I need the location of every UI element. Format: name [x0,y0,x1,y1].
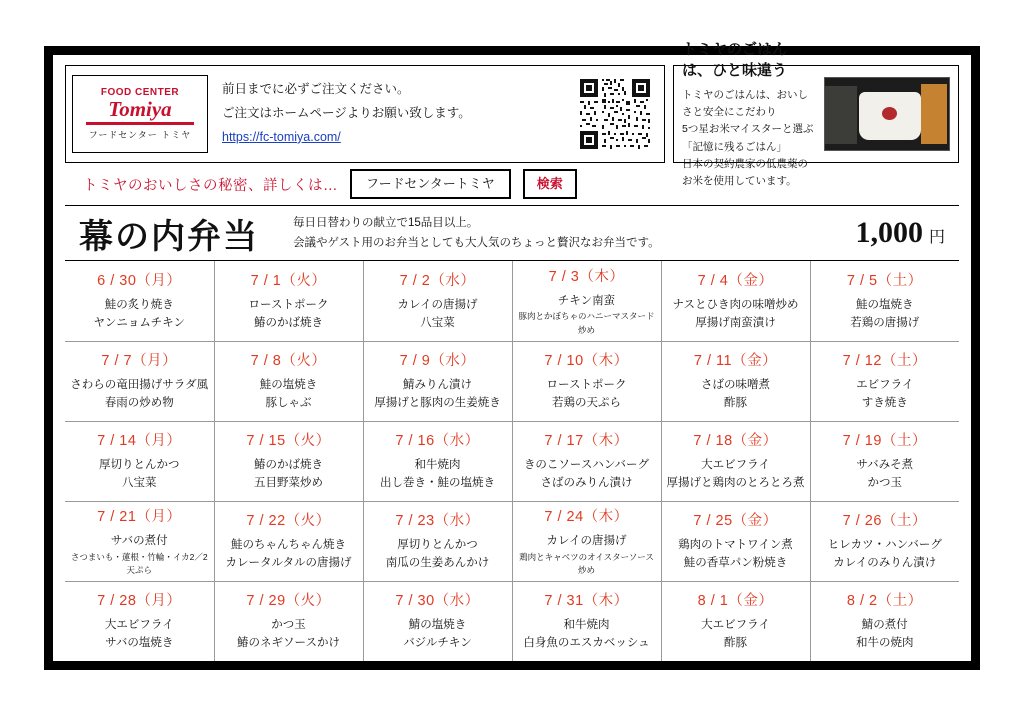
calendar-menu-item: さわらの竜田揚げサラダ風 [70,379,209,392]
calendar-menu-item: 鰆のかば焼き [254,316,323,329]
photo-side-dish [825,86,857,144]
calendar-menu-item: さばの味噌煮 [701,379,770,392]
calendar-day-cell[interactable] [661,341,810,421]
calendar-menu-item: かつ玉 [867,477,902,489]
price-unit: 円 [928,229,945,246]
calendar-menu-item-small: 鶏肉とキャベツのオイスターソース炒め [519,551,654,575]
calendar-day-cell[interactable] [214,261,363,341]
calendar-day-date: 7 / 2（水） [399,272,476,289]
calendar-menu-item: 鰆のネギソースかけ [237,637,340,650]
calendar-day-cell[interactable] [65,341,214,421]
calendar-menu-item: バジルチキン [403,637,472,650]
calendar-day-date: 7 / 31（木） [544,593,629,610]
calendar-day-cell[interactable] [65,501,214,581]
calendar-menu-item: ナスとひき肉の味噌炒め [672,298,799,311]
calendar-day-date: 7 / 23（水） [395,513,480,530]
calendar-day-date: 8 / 1（金） [697,593,774,610]
calendar-menu-item: エビフライ [856,379,914,392]
calendar-menu-item: チキン南蛮 [557,294,616,307]
qr-code-svg [578,77,652,151]
calendar-menu-item: 出し巻き・鮭の塩焼き [380,477,495,489]
calendar-body [65,261,959,661]
calendar-day-date: 7 / 29（火） [246,593,331,610]
calendar-menu-item: 鮭のちゃんちゃん焼き [231,539,346,552]
product-description-line-2: 会議やゲスト用のお弁当としても大人気のちょっと贅沢なお弁当です。 [293,237,660,249]
page-title: 幕の内弁当 [79,218,259,256]
search-button[interactable]: 検索 [523,169,577,199]
calendar-day-date: 7 / 28（月） [97,593,182,610]
calendar-day-date: 7 / 18（金） [693,433,778,450]
calendar-menu-item: カレイの唐揚げ [397,298,478,311]
calendar-menu-item: 厚揚げと豚肉の生姜焼き [374,397,501,409]
calendar-day-cell[interactable] [214,581,363,661]
calendar-menu-item: 大エビフライ [701,619,770,632]
calendar-day-cell[interactable] [512,261,661,341]
calendar-day-date: 7 / 22（火） [246,513,331,530]
calendar-day-cell[interactable] [363,501,512,581]
calendar-menu-item: サバの煮付 [110,534,168,547]
calendar-day-cell[interactable] [214,341,363,421]
search-input[interactable]: フードセンタートミヤ [350,169,511,199]
calendar-day-date: 7 / 3（木） [548,268,625,285]
photo-umeboshi [882,107,897,120]
calendar-day-cell[interactable] [810,261,959,341]
calendar-menu-item: 厚切りとんかつ [397,539,478,552]
calendar-day-cell[interactable] [810,341,959,421]
calendar-day-date: 7 / 24（木） [544,508,629,525]
calendar-day-cell[interactable] [65,261,214,341]
product-title-bar [65,205,959,261]
calendar-day-date: 7 / 15（火） [246,433,331,450]
calendar-menu-item: 和牛の焼肉 [856,637,914,650]
order-line-1: 前日までに必ずご注文ください。 [222,82,410,97]
calendar-menu-item: 厚揚げ南蛮漬け [695,316,776,329]
calendar-day-date: 6 / 30（月） [97,272,182,289]
calendar-day-cell[interactable] [512,341,661,421]
calendar-menu-item: 鰆のかば焼き [254,459,323,472]
calendar-row [65,501,959,581]
calendar-menu-item: 春雨の炒め物 [104,397,174,409]
calendar-menu-item: 鶏肉のトマトワイン煮 [678,539,793,552]
calendar-menu-item: きのこソースハンバーグ [523,459,650,472]
calendar-day-date: 7 / 9（水） [399,353,476,370]
calendar-menu-item: 大エビフライ [701,459,770,472]
calendar-menu-item: 厚切りとんかつ [99,459,180,472]
calendar-day-date: 7 / 7（月） [101,353,178,370]
calendar-day-cell[interactable] [661,581,810,661]
calendar-day-cell[interactable] [214,421,363,501]
qr-code-icon [578,77,652,151]
search-row [65,167,959,201]
calendar-menu-item: 白身魚のエスカベッシュ [523,637,650,650]
calendar-menu-item: ヤンニョムチキン [93,316,186,329]
calendar-row [65,341,959,421]
rice-panel-line-1: トミヤのごはんは、おいしさと安全にこだわり [682,88,808,118]
calendar-menu-item: 若鶏の唐揚げ [850,316,920,329]
calendar-day-cell[interactable] [363,421,512,501]
calendar-menu-item: 南瓜の生姜あんかけ [385,557,490,569]
calendar-menu-item: 鮭の塩焼き [259,379,318,392]
calendar-menu-item: カレイのみりん漬け [833,557,937,569]
calendar-menu-item: サバみそ煮 [856,459,914,472]
calendar-menu-item: 酢豚 [724,397,747,409]
calendar-day-date: 7 / 10（木） [544,353,629,370]
calendar-day-date: 7 / 26（土） [842,513,927,530]
calendar-day-cell[interactable] [810,421,959,501]
calendar-menu-item: 五目野菜炒め [254,477,323,489]
calendar-day-cell[interactable] [512,501,661,581]
calendar-day-cell[interactable] [661,261,810,341]
calendar-day-date: 7 / 16（水） [395,433,480,450]
calendar-menu-item: 和牛焼肉 [414,459,461,472]
calendar-menu-item: 豚しゃぶ [265,397,312,409]
calendar-day-date: 7 / 17（木） [544,433,629,450]
calendar-day-date: 7 / 19（土） [842,433,927,450]
calendar-menu-item: カレイの唐揚げ [546,534,627,547]
rice-text-block [682,38,816,191]
calendar-day-cell[interactable] [363,581,512,661]
calendar-day-cell[interactable] [661,421,810,501]
menu-calendar [65,261,959,661]
calendar-day-cell[interactable] [810,501,959,581]
calendar-day-date: 7 / 8（火） [250,353,327,370]
calendar-day-cell[interactable] [512,581,661,661]
order-line-2: ご注文はホームページよりお願い致します。 [222,106,471,121]
product-description [259,213,855,253]
price-value: 1,000 [855,216,923,249]
logo-top-text: FOOD CENTER [100,86,180,98]
calendar-menu-item: 鯖の煮付 [861,619,908,632]
calendar-menu-item: ヒレカツ・ハンバーグ [827,539,942,552]
calendar-menu-item: 八宝菜 [122,477,157,489]
product-description-line-1: 毎日日替わりの献立で15品目以上。 [293,216,479,229]
calendar-day-date: 7 / 5（土） [846,272,923,289]
calendar-day-cell[interactable] [65,421,214,501]
logo-sub-text: フードセンター トミヤ [88,130,192,141]
calendar-row [65,261,959,341]
website-link[interactable]: https://fc-tomiya.com/ [222,129,341,144]
calendar-day-cell[interactable] [363,341,512,421]
calendar-menu-item: ローストポーク [248,298,329,311]
poster-frame [44,40,980,670]
calendar-menu-item: 酢豚 [724,637,747,650]
logo-main-text: Tomiya [108,96,172,121]
calendar-menu-item: 大エビフライ [104,619,174,632]
calendar-menu-item: 八宝菜 [420,316,455,329]
logo-underline [86,122,194,125]
bento-photo [824,77,950,151]
calendar-menu-item: ローストポーク [546,379,627,392]
company-logo [72,75,208,153]
calendar-menu-item: 鯖みりん漬け [403,379,472,392]
calendar-menu-item: さばのみりん漬け [540,477,633,489]
calendar-day-cell[interactable] [65,581,214,661]
calendar-menu-item: すき焼き [861,397,908,409]
order-instructions [208,78,578,149]
calendar-day-date: 7 / 11（金） [693,353,778,370]
photo-fried-item [921,84,947,144]
rice-panel-title: トミヤのごはんは、ひと味違う [682,40,788,79]
calendar-menu-item: 鮭の塩焼き [856,298,914,311]
calendar-day-cell[interactable] [214,501,363,581]
calendar-day-date: 7 / 21（月） [97,508,182,525]
calendar-menu-item: サバの塩焼き [105,637,174,650]
calendar-day-date: 8 / 2（土） [846,593,923,610]
calendar-menu-item: 鮭の炙り焼き [104,298,174,311]
calendar-menu-item: かつ玉 [271,619,306,632]
calendar-row [65,581,959,661]
rice-panel-line-2: 5つ星お米マイスターと選ぶ「記憶に残るごはん」 [682,123,814,153]
calendar-day-cell[interactable] [810,581,959,661]
header-order-panel [65,65,665,163]
calendar-day-date: 7 / 1（火） [250,272,327,289]
calendar-day-date: 7 / 14（月） [97,433,182,450]
calendar-menu-item-small: さつまいも・蓮根・竹輪・イカ2／2天ぷら [70,551,208,575]
calendar-menu-item: 若鶏の天ぷら [552,397,621,409]
header-rice-panel [673,40,959,188]
calendar-day-cell[interactable] [661,501,810,581]
calendar-row [65,421,959,501]
calendar-menu-item: 鯖の塩焼き [408,619,467,632]
calendar-menu-item: 鮭の香草パン粉焼き [683,557,788,569]
calendar-day-date: 7 / 12（土） [842,353,927,370]
calendar-day-cell[interactable] [363,261,512,341]
calendar-day-date: 7 / 30（水） [395,593,480,610]
calendar-day-date: 7 / 25（金） [693,513,778,530]
price-block [855,216,945,250]
calendar-menu-item: 和牛焼肉 [563,619,610,632]
calendar-menu-item-small: 豚肉とかぼちゃのハニーマスタード炒め [518,311,655,335]
calendar-day-date: 7 / 4（金） [697,272,774,289]
calendar-day-cell[interactable] [512,421,661,501]
calendar-menu-item: カレータルタルの唐揚げ [225,557,352,569]
secret-tagline: トミヤのおいしさの秘密、詳しくは… [83,177,338,194]
rice-panel-line-3: 日本の契約農家の低農薬のお米を使用しています。 [682,157,808,188]
calendar-menu-item: 厚揚げと鶏肉のとろとろ煮 [666,477,805,489]
